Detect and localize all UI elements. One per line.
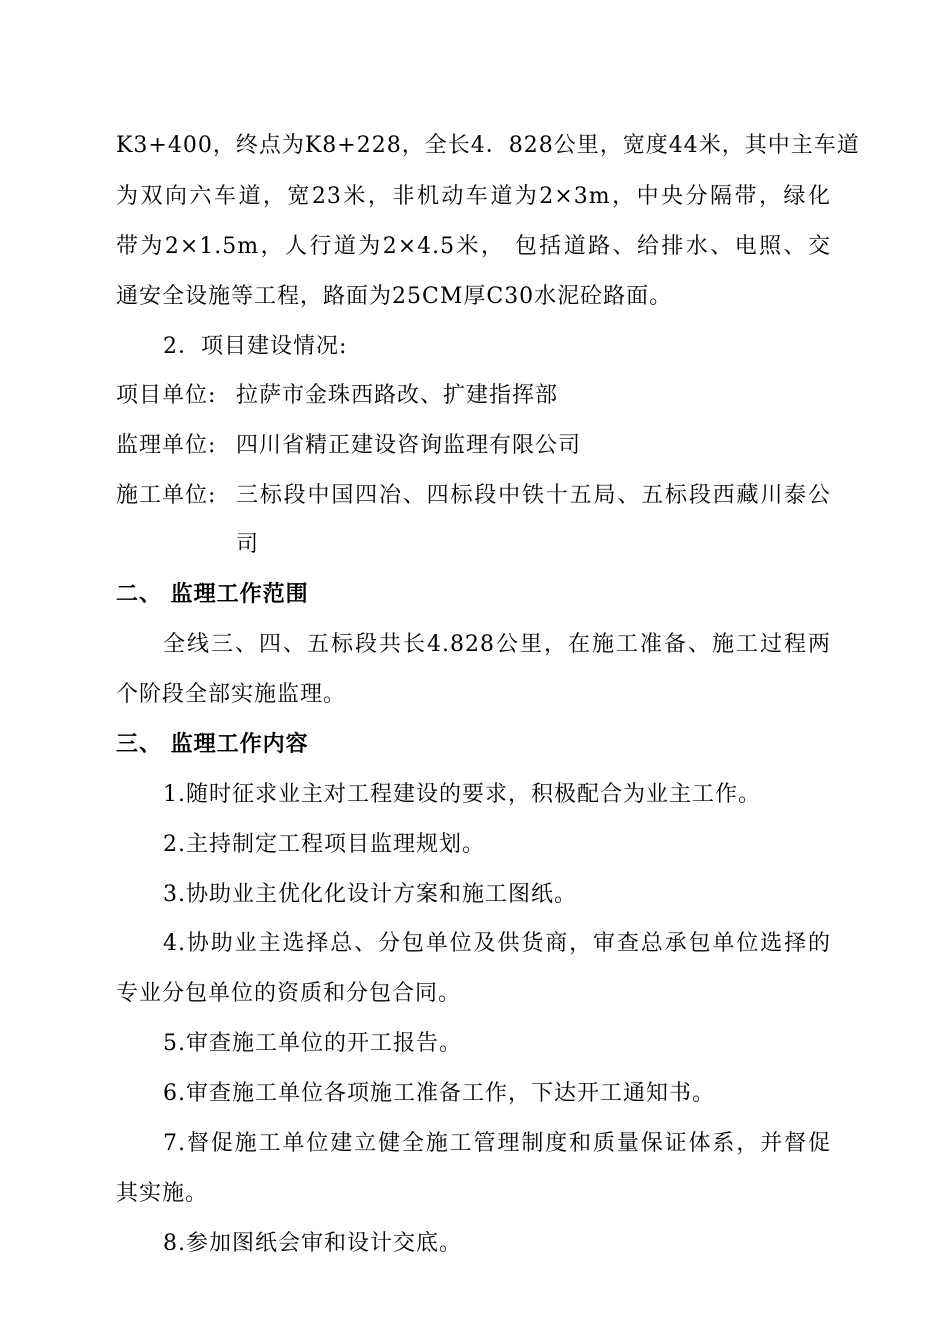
list-item-4-cont: 专业分包单位的资质和分包合同。 [116,981,462,1006]
party-label-owner: 项目单位: [116,383,217,408]
list-item-7: 7.督促施工单位建立健全施工管理制度和质量保证体系，并督促 [163,1131,831,1156]
party-value-contractor-cont: 司 [236,532,260,557]
list-item-4: 4.协助业主选择总、分包单位及供货商，审查总承包单位选择的 [163,931,831,956]
section-2-line-1: 全线三、四、五标段共长4.828公里，在施工准备、施工过程两 [163,632,831,657]
scope-line-3: 带为2×1.5m，人行道为2×4.5米， 包括道路、给排水、电照、交 [116,234,831,259]
item-2-title: 2．项目建设情况: [163,334,348,359]
party-value-owner: 拉萨市金珠西路改、扩建指挥部 [236,383,559,408]
scope-line-2: 为双向六车道，宽23米，非机动车道为2×3m，中央分隔带，绿化 [116,184,831,209]
section-2-line-2: 个阶段全部实施监理。 [116,682,347,707]
party-value-contractor: 三标段中国四冶、四标段中铁十五局、五标段西藏川泰公 [236,483,831,508]
section-3-heading: 三、 监理工作内容 [116,732,309,757]
list-item-3: 3.协助业主优化化设计方案和施工图纸。 [163,882,577,907]
list-item-7-cont: 其实施。 [116,1181,209,1206]
party-label-supervisor: 监理单位: [116,433,217,458]
party-label-contractor: 施工单位: [116,483,217,508]
party-value-supervisor: 四川省精正建设咨询监理有限公司 [236,433,582,458]
list-item-5: 5.审查施工单位的开工报告。 [163,1031,462,1056]
scope-line-4: 通安全设施等工程，路面为25CM厚C30水泥砼路面。 [116,284,673,309]
scope-line-1: K3+400，终点为K8+228，全长4．828公里，宽度44米，其中主车道 [116,133,860,158]
section-2-heading: 二、 监理工作范围 [116,582,309,607]
list-item-1: 1.随时征求业主对工程建设的要求，积极配合为业主工作。 [163,782,761,807]
list-item-2: 2.主持制定工程项目监理规划。 [163,832,485,857]
list-item-6: 6.审查施工单位各项施工准备工作，下达开工通知书。 [163,1081,715,1106]
list-item-8: 8.参加图纸会审和设计交底。 [163,1231,462,1256]
